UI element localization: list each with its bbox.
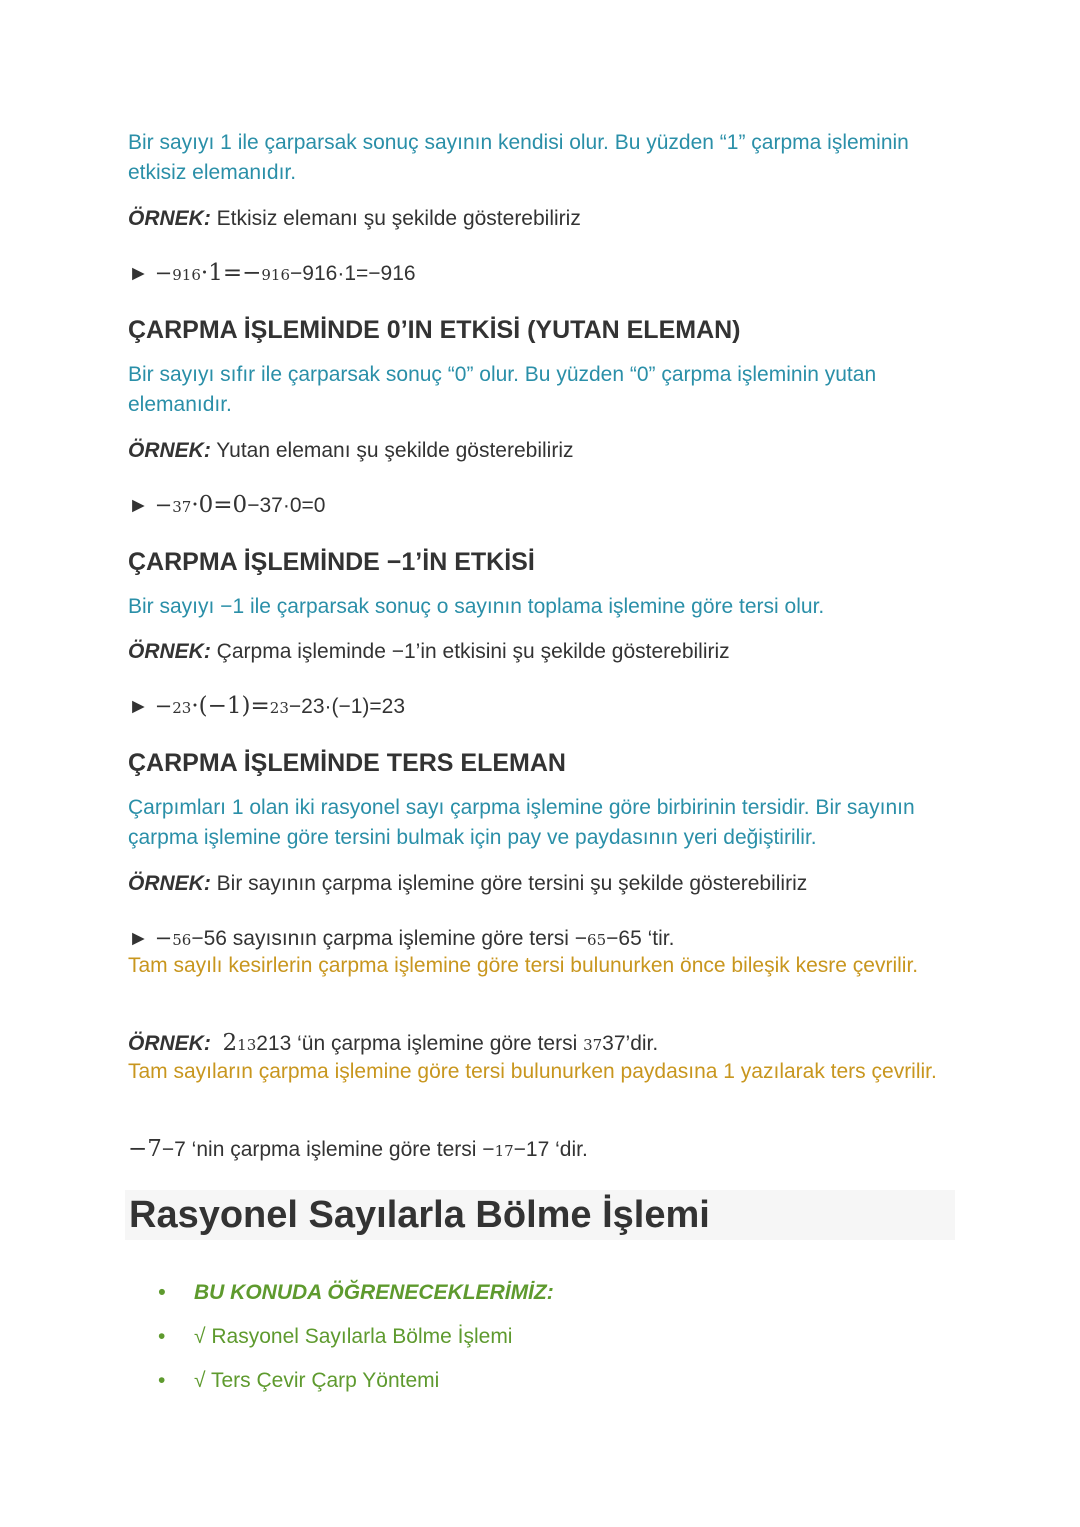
math-operation: ·0=0 <box>191 492 248 518</box>
math-whole: 2 <box>222 1030 238 1056</box>
yutan-description: Bir sayıyı sıfır ile çarparsak sonuç “0” olur. Bu yüzden “0” çarpma işleminin yutan elemanıdır. <box>128 363 877 416</box>
list-item <box>158 1366 554 1396</box>
ters-description: Çarpımları 1 olan iki rasyonel sayı çarpma işlemine göre birbirinin tersidir. Bir sayının çarpma işlemine göre tersini bulmak için pay ve paydasının yeri değiştirilir. <box>128 796 915 849</box>
arrow-icon: ► <box>128 262 149 285</box>
math-fraction: 23 <box>269 699 289 717</box>
math-plain: −7 ‘nin çarpma işlemine göre tersi − <box>161 1138 495 1161</box>
math-fraction: 916 <box>172 266 201 284</box>
etkisiz-example-line <box>128 204 958 234</box>
eksi-bir-example-line <box>128 637 958 667</box>
bullet-icon: • <box>158 1325 166 1348</box>
list-item-label: √ Rasyonel Sayılarla Bölme İşlemi <box>194 1325 513 1348</box>
etkisiz-math <box>128 258 958 290</box>
math-minus: − <box>154 694 173 718</box>
math-plain: −916·1=−916 <box>290 262 416 285</box>
topics-list <box>158 1278 554 1410</box>
math-minus: − <box>154 261 173 285</box>
ters-example-line <box>128 869 958 899</box>
math-fraction: 37 <box>172 498 192 516</box>
math-plain: 37’dir. <box>602 1032 659 1055</box>
math-plain: −56 sayısının çarpma işlemine göre tersi − <box>191 927 588 950</box>
ornek-label: ÖRNEK: <box>128 439 211 462</box>
math-fraction: 13 <box>237 1036 257 1054</box>
bullet-icon: • <box>158 1369 166 1392</box>
ornek-label: ÖRNEK: <box>128 640 211 663</box>
section-title-box <box>125 1190 955 1240</box>
yutan-math <box>128 490 958 522</box>
list-item <box>158 1322 554 1352</box>
math-plain: −65 ‘tir. <box>606 927 675 950</box>
math-fraction: 37 <box>583 1036 603 1054</box>
ters-note-bilesik: Tam sayılı kesirlerin çarpma işlemine göre tersi bulunurken önce bileşik kesre çevrilir. <box>128 954 919 977</box>
ters-last-line <box>128 1134 958 1166</box>
math-operation: ·(−1)= <box>191 693 270 719</box>
math-whole: −7 <box>128 1136 162 1162</box>
math-plain: −23·(−1)=23 <box>288 695 406 718</box>
ornek-label: ÖRNEK: <box>128 207 211 230</box>
math-fraction: 56 <box>172 931 192 949</box>
ornek-text: Yutan elemanı şu şekilde gösterebiliriz <box>210 439 574 462</box>
yutan-example-line <box>128 436 958 466</box>
ters-note-tamsayi: Tam sayıların çarpma işlemine göre tersi bulunurken paydasına 1 yazılarak ters çevrilir. <box>128 1060 937 1083</box>
list-item-label: BU KONUDA ÖĞRENECEKLERİMİZ: <box>194 1281 554 1304</box>
math-fraction: 17 <box>494 1142 514 1160</box>
math-minus: − <box>154 493 173 517</box>
math-fraction: 23 <box>172 699 192 717</box>
etkisiz-description: Bir sayıyı 1 ile çarparsak sonuç sayının kendisi olur. Bu yüzden “1” çarpma işleminin etkisiz elemanıdır. <box>128 131 909 184</box>
eksi-bir-description: Bir sayıyı −1 ile çarparsak sonuç o sayının toplama işlemine göre tersi olur. <box>128 595 825 618</box>
list-item-label: √ Ters Çevir Çarp Yöntemi <box>194 1369 440 1392</box>
math-operation: ·1=− <box>200 260 262 286</box>
ornek-text: Etkisiz elemanı şu şekilde gösterebiliriz <box>210 207 581 230</box>
ornek-label: ÖRNEK: <box>128 872 211 895</box>
arrow-icon: ► <box>128 927 149 950</box>
section-title: Rasyonel Sayılarla Bölme İşlemi <box>129 1194 710 1236</box>
arrow-icon: ► <box>128 494 149 517</box>
math-plain: 213 ‘ün çarpma işlemine göre tersi <box>256 1032 584 1055</box>
ters-example2-line <box>128 1028 958 1060</box>
list-item <box>158 1278 554 1308</box>
math-fraction: 65 <box>587 931 607 949</box>
math-fraction: 916 <box>261 266 291 284</box>
math-minus: − <box>154 926 173 950</box>
ornek-text: Bir sayının çarpma işlemine göre tersini şu şekilde gösterebiliriz <box>210 872 808 895</box>
math-plain: −37·0=0 <box>247 494 326 517</box>
ornek-text: Çarpma işleminde −1’in etkisini şu şekilde gösterebiliriz <box>210 640 730 663</box>
math-plain: −17 ‘dir. <box>513 1138 588 1161</box>
eksi-bir-math <box>128 691 958 723</box>
eksi-bir-heading: ÇARPMA İŞLEMİNDE −1’İN ETKİSİ <box>128 548 535 576</box>
ornek-label: ÖRNEK: <box>128 1032 211 1055</box>
bullet-icon: • <box>158 1281 166 1304</box>
ters-heading: ÇARPMA İŞLEMİNDE TERS ELEMAN <box>128 749 566 777</box>
yutan-heading: ÇARPMA İŞLEMİNDE 0’IN ETKİSİ (YUTAN ELEMAN) <box>128 316 741 344</box>
arrow-icon: ► <box>128 695 149 718</box>
